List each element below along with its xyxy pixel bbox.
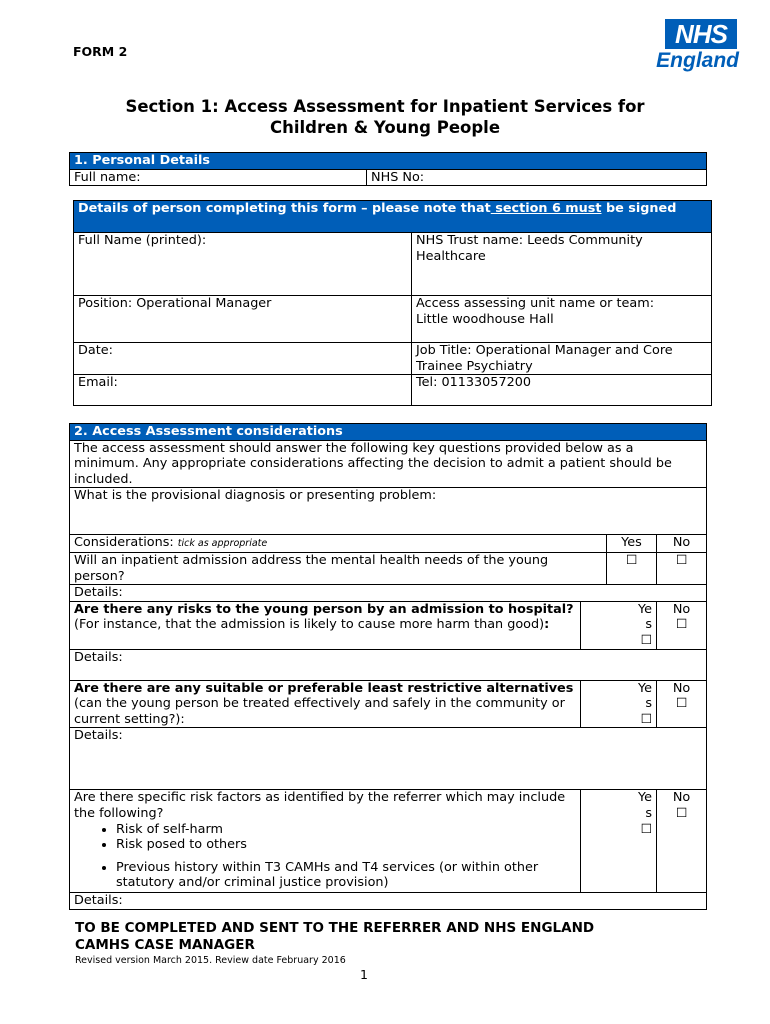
revision-note: Revised version March 2015. Review date February 2016: [75, 955, 346, 966]
yes-label-a: Ye: [638, 680, 652, 696]
yes-label-b: s: [645, 805, 652, 821]
yes-column-header: Yes: [607, 535, 657, 553]
question-2: [70, 601, 581, 649]
q2-yes-cell: [581, 601, 657, 649]
q4-no-cell: [657, 790, 707, 893]
q2-yes-checkbox[interactable]: ☐: [640, 632, 652, 648]
q2-rest: (For instance, that the admission is likely to cause more harm than good): [74, 617, 545, 633]
england-logo-text: England: [656, 49, 739, 72]
trust-line-2: Healthcare: [416, 248, 486, 264]
list-item: • Risk of self-harm: [116, 822, 576, 838]
nhs-no-field[interactable]: NHS No:: [367, 169, 707, 186]
form-label: FORM 2: [73, 44, 128, 59]
heading-text: Access Assessment considerations: [92, 424, 343, 439]
job-line-1: Job Title: Operational Manager and Core: [416, 343, 673, 358]
q1-no-checkbox[interactable]: ☐: [657, 552, 707, 584]
intro-text: The access assessment should answer the following key questions provided below as a minimum. Any appropriate considerations affecting the decision to admit a patient should be included.: [70, 440, 707, 488]
yes-label-a: Ye: [638, 790, 652, 806]
q2-details-field[interactable]: Details:: [70, 649, 707, 680]
q3-rest: (can the young person be treated effectively and safely in the community or current setting?):: [74, 696, 565, 727]
no-label: No: [672, 601, 691, 617]
q3-bold: Are there are any suitable or preferable least restrictive alternatives: [74, 680, 574, 696]
heading-number: 1.: [74, 153, 88, 168]
considerations-heading: [70, 424, 707, 441]
email-field[interactable]: Email:: [74, 375, 412, 406]
considerations-label-text: Considerations:: [74, 535, 174, 551]
completer-heading-end: be signed: [601, 201, 677, 216]
nhs-england-logo: [641, 19, 739, 73]
title-line-1: Section 1: Access Assessment for Inpatient Services for: [125, 97, 645, 116]
q4-yes-checkbox[interactable]: ☐: [640, 821, 652, 837]
tick-hint: tick as appropriate: [177, 538, 268, 550]
q3-yes-cell: [581, 680, 657, 728]
q3-details-field[interactable]: Details:: [70, 728, 707, 790]
full-name-printed-field[interactable]: Full Name (printed):: [74, 233, 412, 296]
unit-name-field[interactable]: [412, 296, 712, 343]
diagnosis-field[interactable]: What is the provisional diagnosis or presenting problem:: [70, 488, 707, 535]
q1-yes-checkbox[interactable]: ☐: [607, 552, 657, 584]
q4-intro: Are there specific risk factors as identified by the referrer which may include the following?: [74, 790, 566, 821]
section-6-note: section 6 must: [490, 201, 602, 216]
footer-instruction: [75, 920, 594, 954]
q1-details-field[interactable]: Details:: [70, 585, 707, 602]
risk-factor-list: [74, 822, 576, 891]
tel-field[interactable]: Tel: 01133057200: [412, 375, 712, 406]
no-label: No: [672, 680, 691, 696]
considerations-table: [69, 423, 707, 910]
q2-no-cell: [657, 601, 707, 649]
q2-no-checkbox[interactable]: ☐: [675, 617, 688, 633]
yes-label-b: s: [645, 617, 652, 633]
heading-number: 2.: [74, 424, 88, 439]
unit-line-2: Little woodhouse Hall: [416, 311, 554, 327]
footer-line-2: CAMHS CASE MANAGER: [75, 937, 255, 953]
question-4: [70, 790, 581, 893]
job-title-field[interactable]: [412, 343, 712, 375]
personal-details-table: [69, 152, 707, 186]
q2-end: :: [544, 617, 550, 633]
nhs-logo-box: NHS: [665, 19, 737, 49]
question-1: Will an inpatient admission address the mental health needs of the young person?: [70, 552, 607, 584]
list-item: • Previous history within T3 CAMHs and T4 services (or within other statutory and/or criminal justice provision): [116, 860, 576, 891]
q3-no-cell: [657, 680, 707, 728]
footer-line-1: TO BE COMPLETED AND SENT TO THE REFERRER AND NHS ENGLAND: [75, 920, 595, 936]
no-label: No: [672, 790, 691, 806]
completer-heading-text: Details of person completing this form – please note that: [78, 201, 491, 216]
q4-details-field[interactable]: Details:: [70, 893, 707, 910]
completer-table: [73, 200, 712, 406]
yes-label-a: Ye: [638, 601, 652, 617]
personal-details-heading: [70, 153, 707, 170]
yes-label-b: s: [645, 696, 652, 712]
q4-yes-cell: [581, 790, 657, 893]
q3-yes-checkbox[interactable]: ☐: [640, 711, 652, 727]
trust-line-1: NHS Trust name: Leeds Community: [416, 233, 643, 248]
trust-name-field[interactable]: [412, 233, 712, 296]
list-item: • Risk posed to others: [116, 837, 576, 853]
title-line-2: Children & Young People: [269, 118, 501, 137]
job-line-2: Trainee Psychiatry: [416, 358, 533, 374]
question-3: [70, 680, 581, 728]
q3-no-checkbox[interactable]: ☐: [675, 696, 688, 712]
completer-heading: [74, 201, 712, 233]
date-field[interactable]: Date:: [74, 343, 412, 375]
q2-bold: Are there any risks to the young person by an admission to hospital?: [74, 601, 574, 617]
unit-line-1: Access assessing unit name or team:: [416, 296, 655, 311]
page-title: [70, 96, 700, 138]
page-number: 1: [360, 967, 368, 982]
position-field[interactable]: Position: Operational Manager: [74, 296, 412, 343]
considerations-label: [70, 535, 607, 553]
heading-text: Personal Details: [92, 153, 211, 168]
q4-no-checkbox[interactable]: ☐: [675, 805, 688, 821]
full-name-field[interactable]: Full name:: [70, 169, 367, 186]
no-column-header: No: [657, 535, 707, 553]
